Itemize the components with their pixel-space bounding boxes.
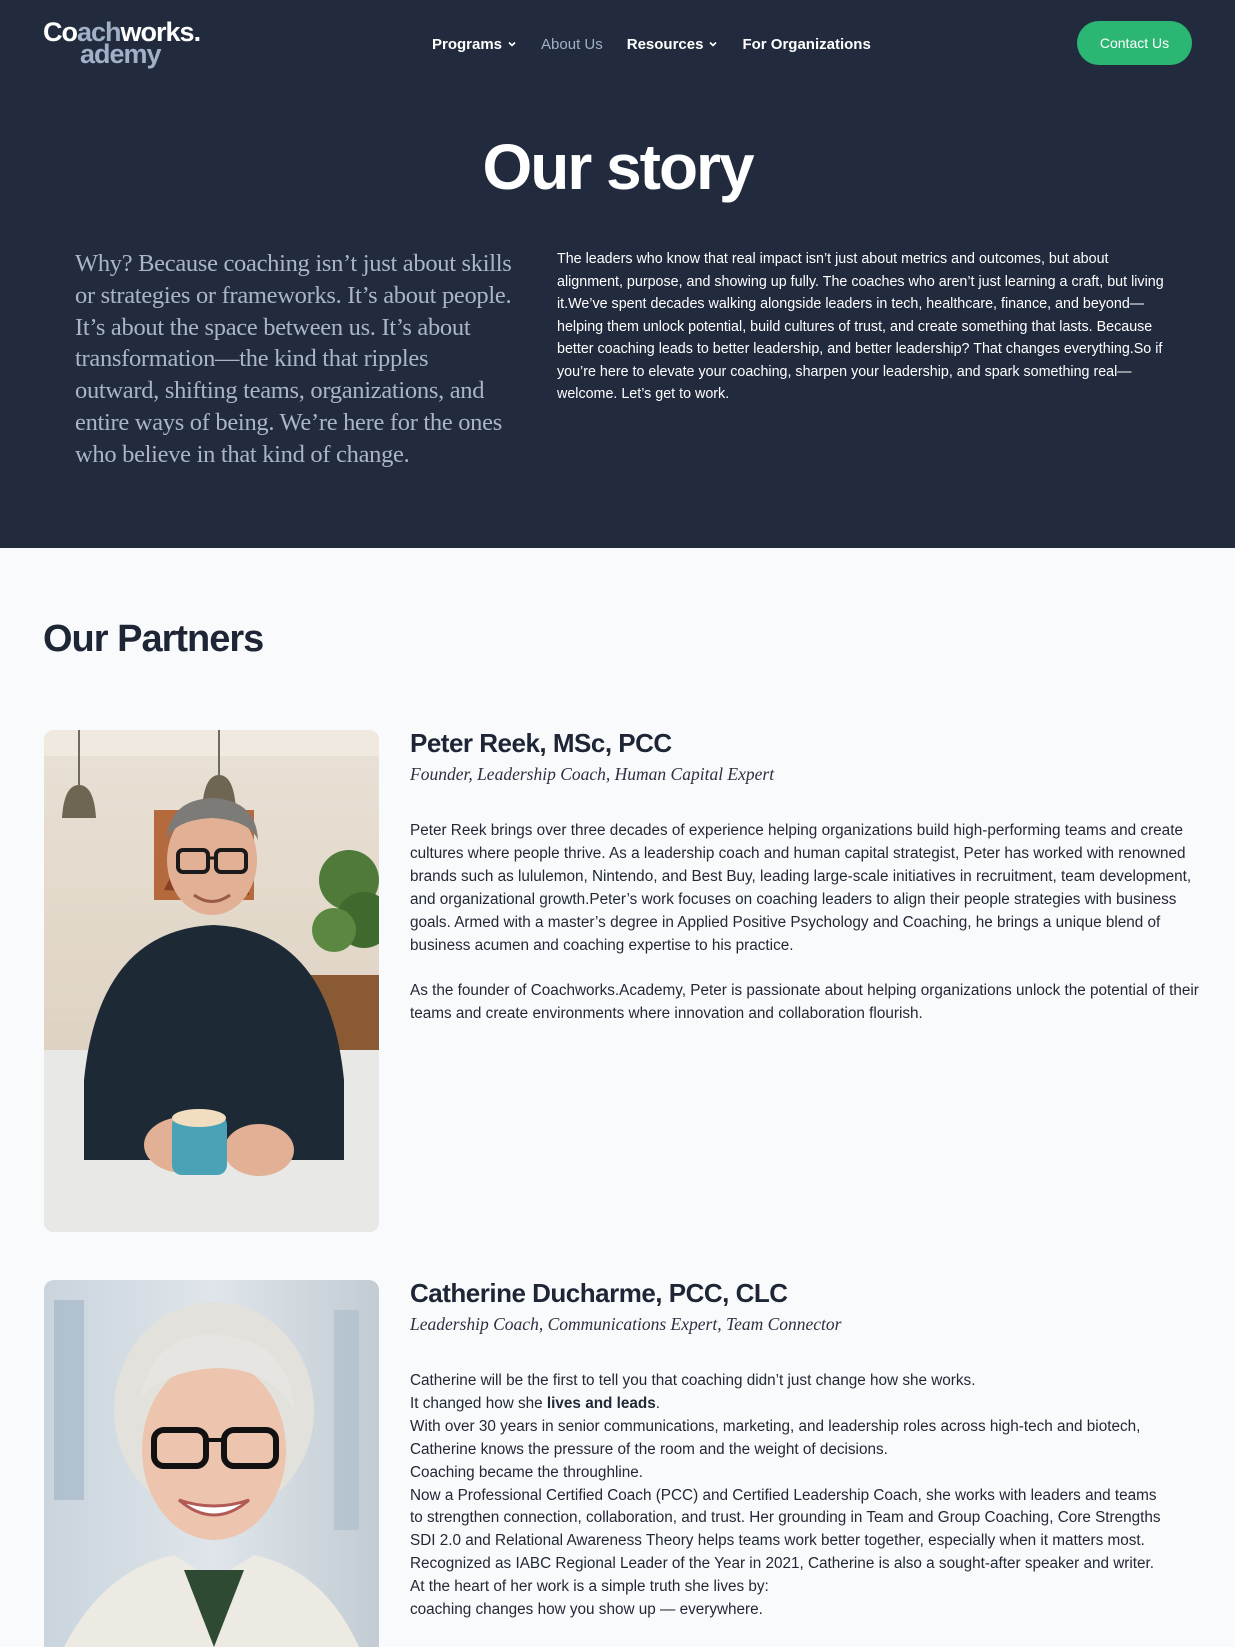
nav-item-for-organizations-label: For Organizations bbox=[742, 35, 871, 53]
hero-section bbox=[0, 0, 1235, 548]
contact-us-button[interactable]: Contact Us bbox=[1077, 21, 1192, 65]
bio-line: Recognized as IABC Regional Leader of the Year in 2021, Catherine is also a sought-after speaker and writer. bbox=[410, 1555, 1155, 1573]
bio-paragraph: Peter Reek brings over three decades of experience helping organizations build high-performing teams and create cultures where people thrive. As a leadership coach and human capital strategist, Peter has worked with renowned brands such as lululemon, Nintendo, and Best Buy, leading large-scale initiatives in recruitment, team development, and organizational growth.Peter’s work focuses on coaching leaders to align their people strategies with business goals. Armed with a master’s degree in Applied Positive Psychology and Coaching, he brings a unique blend of business acumen and coaching expertise to his practice. bbox=[410, 822, 1192, 954]
partner-role: Founder, Leadership Coach, Human Capital Expert bbox=[410, 764, 775, 784]
nav-item-resources-label: Resources bbox=[626, 35, 704, 53]
nav-item-resources[interactable] bbox=[627, 36, 719, 53]
logo-line-2: ademy bbox=[80, 39, 161, 69]
nav-item-for-organizations[interactable] bbox=[742, 36, 870, 53]
bio-line: It changed how she lives and leads. bbox=[410, 1394, 661, 1412]
bio-line: At the heart of her work is a simple truth she lives by: bbox=[410, 1578, 769, 1596]
nav-item-programs-label: Programs bbox=[432, 35, 503, 53]
nav-item-about-us[interactable] bbox=[541, 36, 603, 53]
hero-body-text: The leaders who know that real impact isn’t just about metrics and outcomes, but about alignment, purpose, and showing up fully. The coaches who aren’t just learning a craft, but living it.We’ve spent decades walking alongside leaders in tech, healthcare, finance, and beyond—helping them unlock potential, build cultures of trust, and create something that lasts. Because better coaching leads to better leadership, and better leadership? That changes everything.So if you’re here to elevate your coaching, sharpen your leadership, and spark something real—welcome. Let’s get to work. bbox=[557, 251, 1164, 402]
peter-reek-photo bbox=[44, 730, 379, 1232]
bio-line: With over 30 years in senior communications, marketing, and leadership roles across high-tech and biotech, bbox=[410, 1417, 1141, 1435]
nav-item-about-us-label: About Us bbox=[541, 35, 603, 53]
chevron-down-icon bbox=[507, 39, 517, 49]
logo-line-1: Coachworks. bbox=[43, 17, 201, 47]
partner-bio bbox=[410, 1370, 1200, 1622]
partners-heading: Our Partners bbox=[43, 618, 264, 660]
bio-line: Now a Professional Certified Coach (PCC) and Certified Leadership Coach, she works with leaders and teams bbox=[410, 1486, 1157, 1504]
nav-item-programs[interactable] bbox=[432, 36, 517, 53]
bio-line: SDI 2.0 and Relational Awareness Theory helps teams work better together, especially when it matters most. bbox=[410, 1532, 1145, 1550]
chevron-down-icon bbox=[708, 39, 718, 49]
partner-name: Catherine Ducharme, PCC, CLC bbox=[410, 1278, 788, 1308]
bio-line: coaching changes how you show up — everywhere. bbox=[410, 1601, 763, 1619]
bio-line: Catherine knows the pressure of the room and the weight of decisions. bbox=[410, 1440, 888, 1458]
main-nav bbox=[432, 33, 895, 55]
catherine-ducharme-photo bbox=[44, 1280, 379, 1647]
bio-paragraph: As the founder of Coachworks.Academy, Peter is passionate about helping organizations unlock the potential of their teams and create environments where innovation and collaboration flourish. bbox=[410, 982, 1199, 1023]
hero-quote: Why? Because coaching isn’t just about skills or strategies or frameworks. It’s about people. It’s about the space between us. It’s about transformation—the kind that ripples outward, shifting teams, organizations, and entire ways of being. We’re here for the ones who believe in that kind of change. bbox=[75, 250, 512, 468]
coachworks-logo[interactable] bbox=[43, 17, 213, 69]
bio-line: Coaching became the throughline. bbox=[410, 1463, 644, 1481]
bio-line: to strengthen connection, collaboration, and trust. Her grounding in Team and Group Coaching, Core Strengths bbox=[410, 1509, 1161, 1527]
partner-card-peter bbox=[410, 724, 1200, 1049]
partner-card-catherine bbox=[410, 1274, 1200, 1622]
partner-bio bbox=[410, 820, 1200, 1026]
page-title: Our story bbox=[482, 131, 753, 203]
partner-role: Leadership Coach, Communications Expert, Team Connector bbox=[410, 1314, 842, 1334]
bio-line: Catherine will be the first to tell you that coaching didn’t just change how she works. bbox=[410, 1372, 976, 1389]
partner-name: Peter Reek, MSc, PCC bbox=[410, 728, 672, 758]
